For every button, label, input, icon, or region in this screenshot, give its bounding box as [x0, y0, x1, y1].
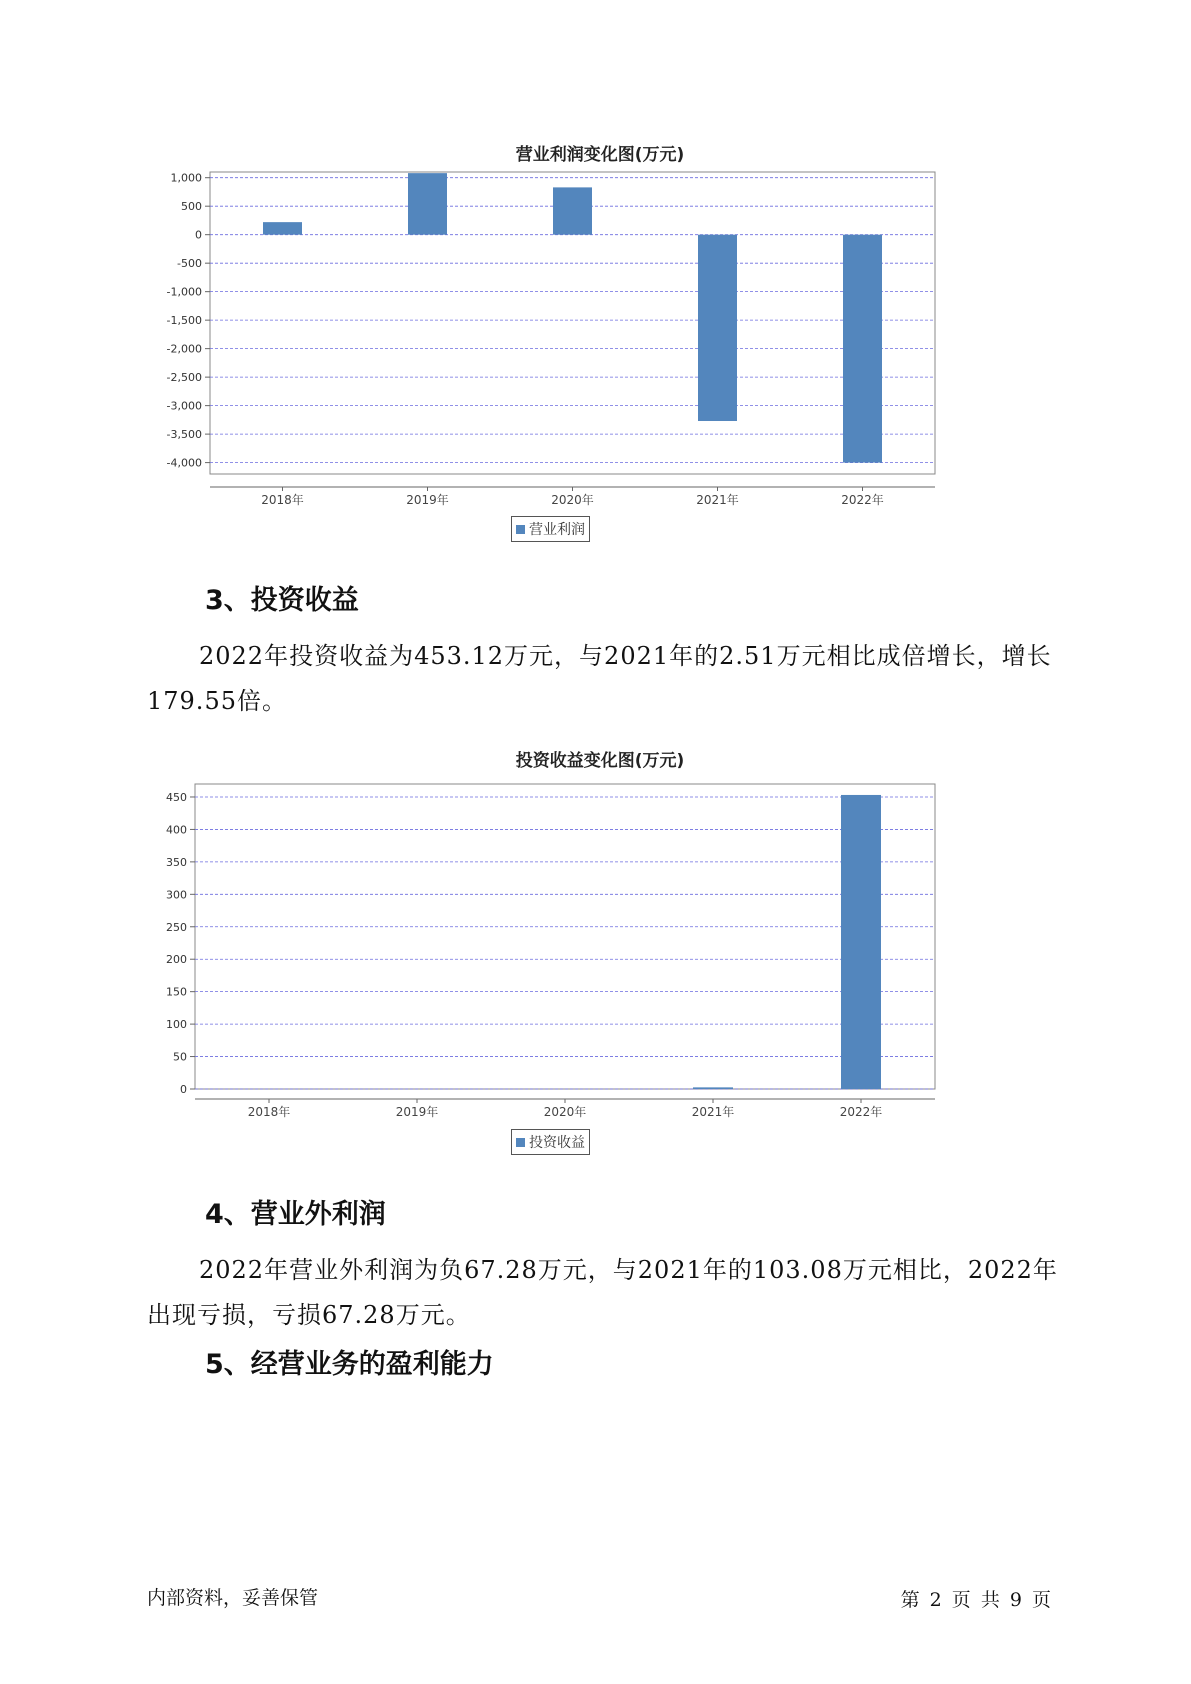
- x-tick-label: 2021年: [696, 493, 739, 507]
- bar-2019年: [408, 173, 447, 235]
- bar-2022年: [841, 795, 881, 1089]
- y-tick-label: -2,000: [166, 342, 202, 356]
- y-tick-label: 350: [166, 855, 187, 869]
- legend-swatch: [516, 525, 525, 534]
- x-tick-label: 2020年: [543, 1105, 587, 1119]
- bar-2018年: [263, 222, 302, 235]
- legend-label: 营业利润: [529, 522, 585, 538]
- y-tick-label: 0: [195, 228, 202, 242]
- x-tick-label: 2022年: [839, 1105, 883, 1119]
- x-tick-label: 2019年: [395, 1105, 439, 1119]
- y-tick-label: 1,000: [170, 171, 202, 185]
- x-tick-label: 2018年: [247, 1105, 291, 1119]
- chart-plot: [150, 166, 1050, 546]
- investment-income-chart: [150, 746, 1050, 1166]
- y-tick-label: -1,500: [166, 314, 202, 328]
- y-tick-label: -4,000: [166, 456, 202, 470]
- y-tick-label: 100: [166, 1018, 187, 1032]
- section-heading-profitability: 5、经营业务的盈利能力: [205, 1349, 494, 1380]
- y-tick-label: -2,500: [166, 371, 202, 385]
- footer-confidential: 内部资料，妥善保管: [147, 1587, 319, 1609]
- chart-plot: [150, 772, 1050, 1152]
- y-tick-label: 450: [166, 790, 187, 804]
- footer-page-number: 第 2 页 共 9 页: [900, 1589, 1051, 1611]
- y-tick-label: -1,000: [166, 285, 202, 299]
- y-tick-label: 250: [166, 920, 187, 934]
- section-heading-investment-income: 3、投资收益: [205, 585, 359, 616]
- legend-label: 投资收益: [529, 1135, 585, 1151]
- y-tick-label: 150: [166, 985, 187, 999]
- chart-title: 投资收益变化图(万元): [515, 751, 685, 771]
- x-tick-label: 2019年: [406, 493, 449, 507]
- chart-title: 营业利润变化图(万元): [515, 145, 685, 165]
- y-tick-label: -3,000: [166, 399, 202, 413]
- investment-income-paragraph: 2022年投资收益为453.12万元，与2021年的2.51万元相比成倍增长，增长179.55倍。: [147, 642, 1052, 715]
- non-operating-profit-paragraph: 2022年营业外利润为负67.28万元，与2021年的103.08万元相比，2022年出现亏损，亏损67.28万元。: [147, 1256, 1058, 1329]
- operating-profit-chart: [150, 140, 1050, 550]
- bar-2021年: [698, 235, 737, 421]
- chart-legend: [511, 1129, 590, 1155]
- y-tick-label: 300: [166, 888, 187, 902]
- y-tick-label: 0: [180, 1083, 187, 1096]
- x-tick-label: 2018年: [261, 493, 304, 507]
- chart-legend: [511, 516, 590, 542]
- y-tick-label: -500: [177, 257, 202, 271]
- y-tick-label: -3,500: [166, 428, 202, 442]
- y-tick-label: 400: [166, 823, 187, 837]
- y-tick-label: 500: [181, 200, 202, 214]
- bar-2020年: [553, 187, 592, 234]
- bar-2022年: [843, 235, 882, 463]
- bar-2021年: [693, 1087, 733, 1089]
- section-heading-non-operating-profit: 4、营业外利润: [205, 1199, 386, 1230]
- y-tick-label: 200: [166, 953, 187, 967]
- x-tick-label: 2022年: [841, 493, 884, 507]
- x-tick-label: 2020年: [551, 493, 594, 507]
- y-tick-label: 50: [173, 1050, 187, 1064]
- x-tick-label: 2021年: [691, 1105, 735, 1119]
- legend-swatch: [516, 1138, 525, 1147]
